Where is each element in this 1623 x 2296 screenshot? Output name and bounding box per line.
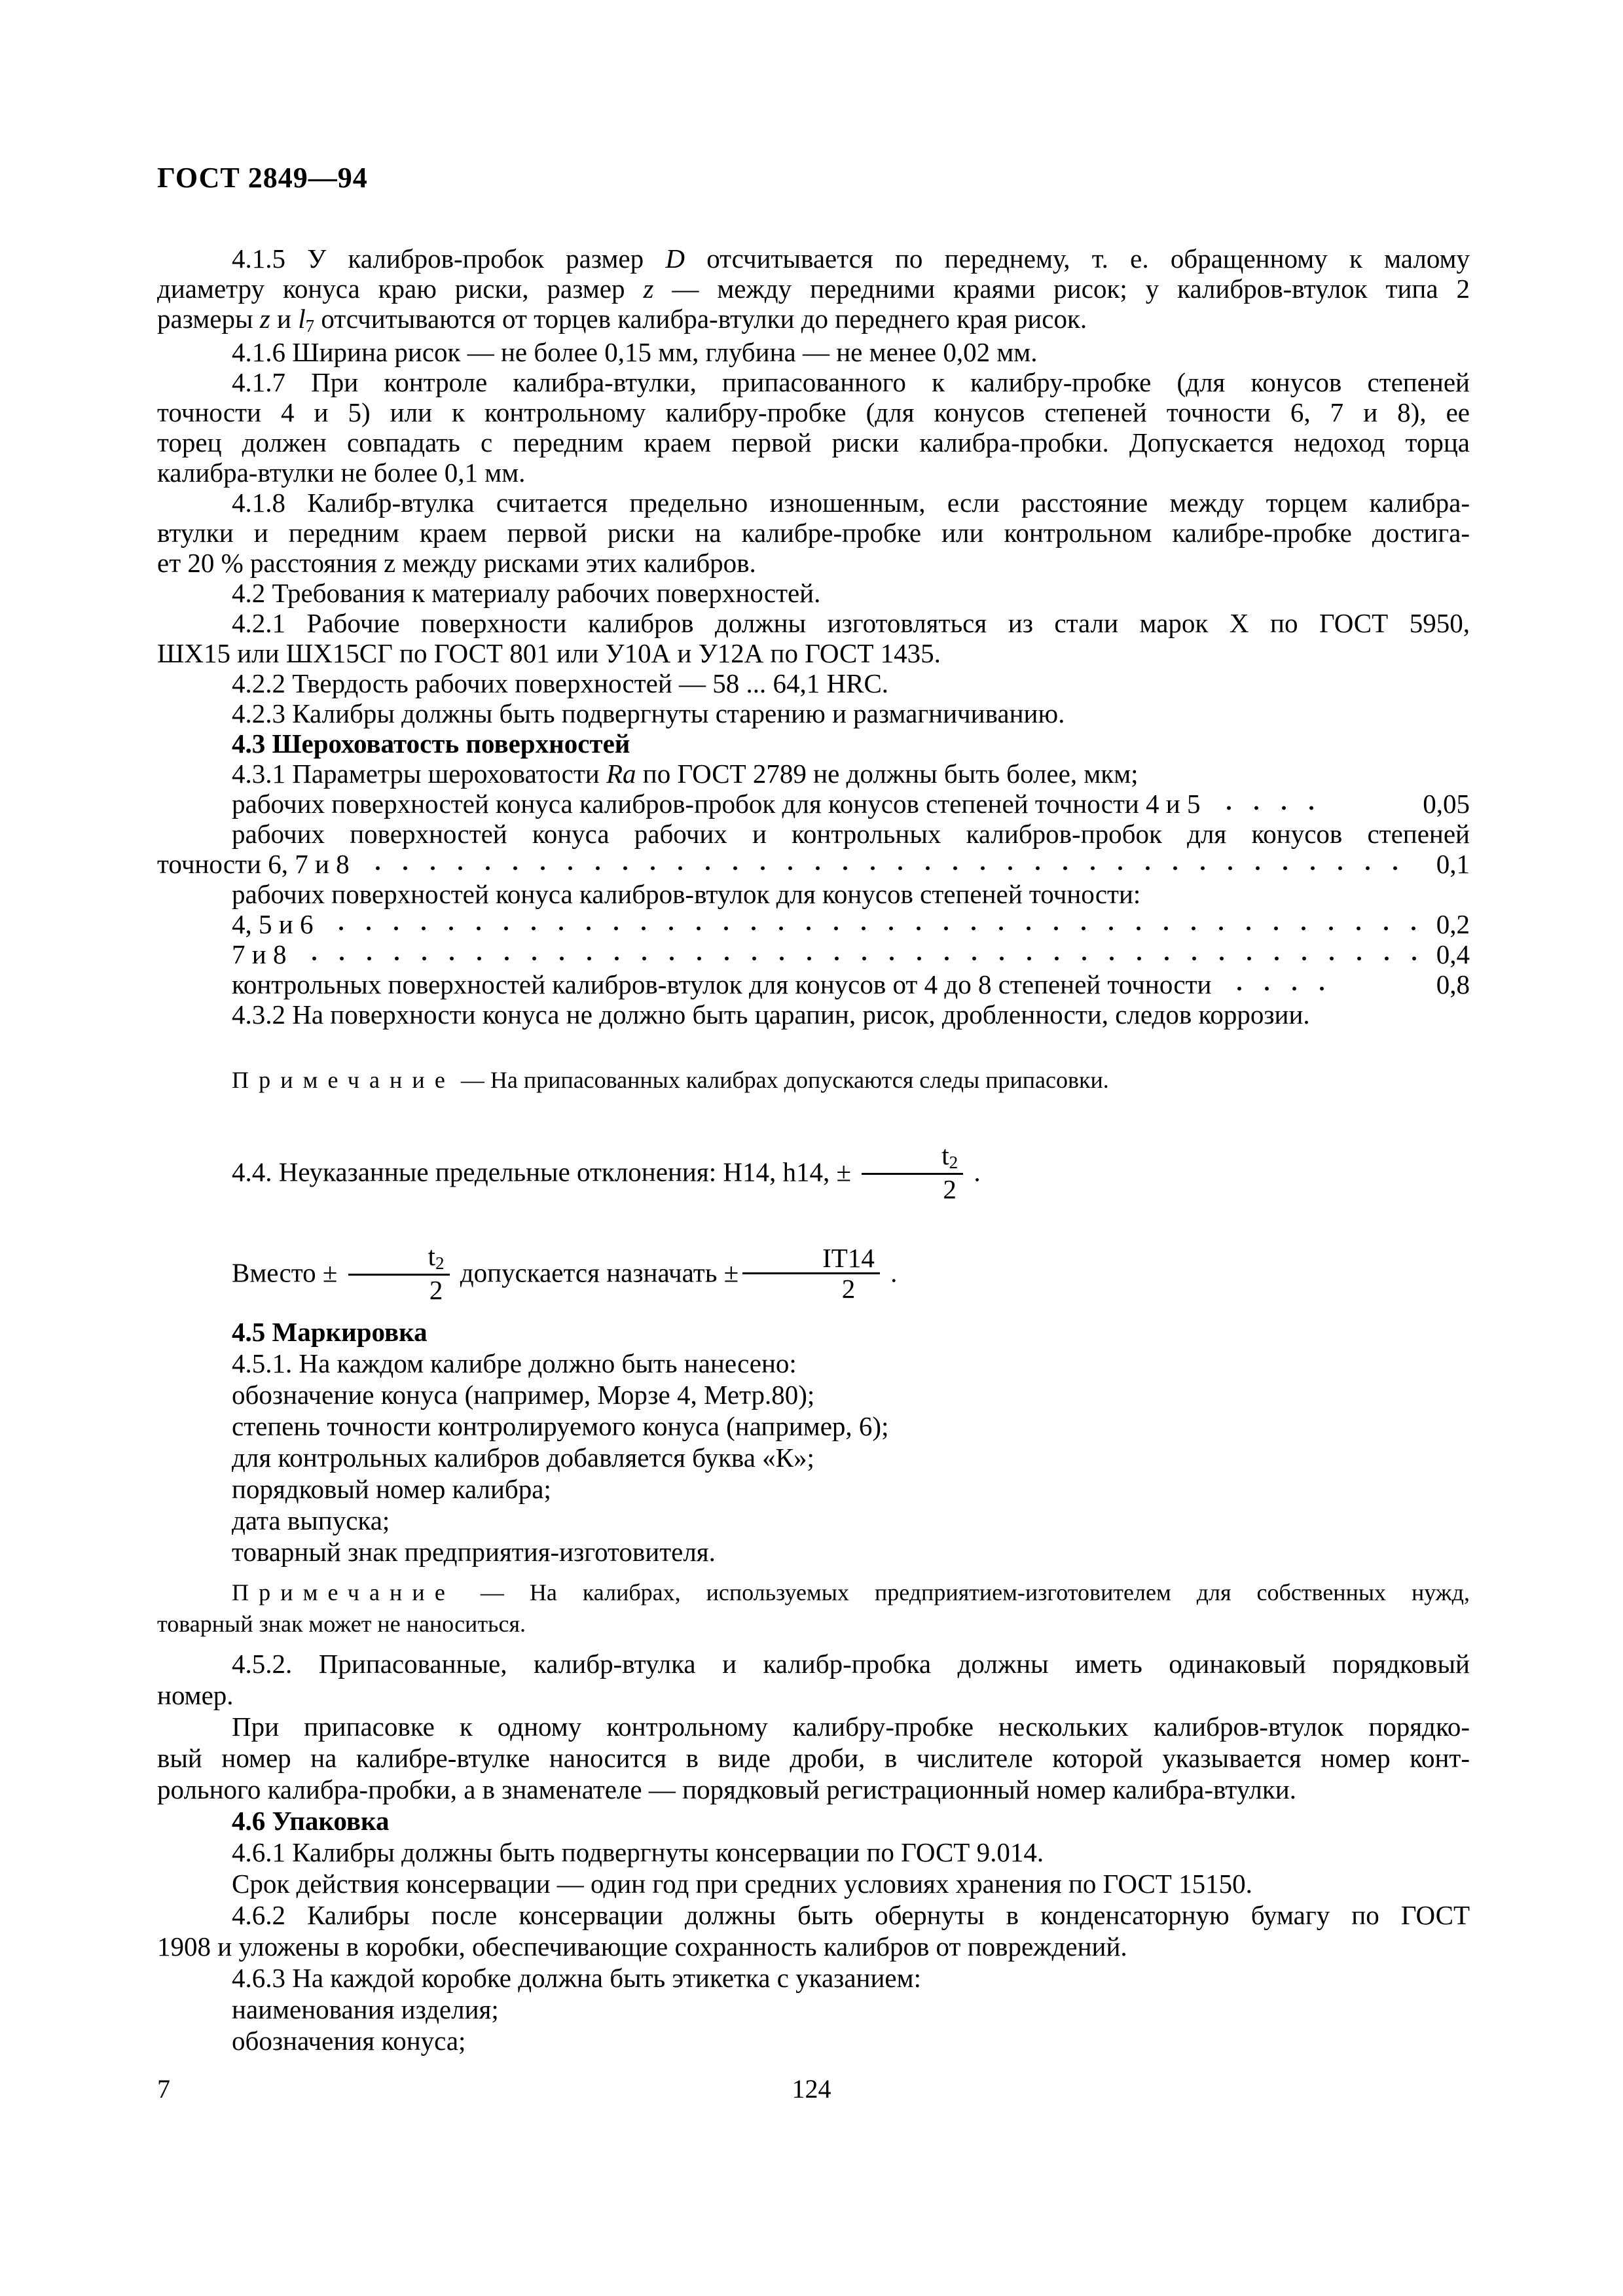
text-line	[157, 1837, 1470, 1868]
text-line	[157, 304, 1470, 337]
text-run: l	[298, 304, 306, 334]
text-run: обозначения конуса;	[232, 2026, 466, 2056]
text-run: и	[270, 304, 299, 334]
text-run: 4.3.2 На поверхности конуса не должно быть царапин, рисок, дробленности, следов коррозии.	[232, 999, 1310, 1030]
text-line	[157, 548, 1470, 578]
text-run: 4.2.2 Твердость рабочих поверхностей — 58 ... 64,1 HRC.	[232, 668, 889, 698]
dot-leader	[1226, 984, 1336, 993]
text-run: 2	[435, 1253, 445, 1274]
text-line	[157, 1994, 1470, 2025]
text-run: вый номер на калибре-втулке наносится в виде дроби, в числителе которой указывается номер конт-	[157, 1743, 1470, 1773]
text-run: 2	[943, 1174, 957, 1204]
text-run: торец должен совпадать с передним краем первой риски калибра-пробки. Допускается недоход торца	[157, 427, 1470, 457]
text-run: .	[883, 1257, 898, 1288]
page-number-center: 124	[792, 2074, 831, 2104]
text-run: 4.3 Шероховатость поверхностей	[232, 728, 630, 759]
text-run: товарный знак может не наноситься.	[157, 1611, 526, 1637]
text-line	[157, 2025, 1470, 2056]
document-body	[157, 243, 1470, 2056]
text-run: — На калибрах, используемых предприятием-изготовителем для собственных нужд,	[454, 1579, 1470, 1605]
fraction	[348, 1242, 450, 1304]
page-number-left: 7	[157, 2074, 170, 2104]
text-line	[157, 819, 1470, 849]
text-line	[157, 999, 1470, 1030]
fraction-numerator	[742, 1244, 880, 1272]
text-run: 2	[841, 1273, 856, 1304]
text-run: товарный знак предприятия-изготовителя.	[232, 1537, 716, 1567]
text-run: 4.1.8 Калибр-втулка считается предельно изношенным, если расстояние между торцем калибра-	[232, 488, 1470, 518]
section-heading	[157, 728, 1470, 759]
text-run: диаметру конуса краю риски, размер	[157, 274, 644, 304]
text-run: 4.6.3 На каждой коробке должна быть этикетка с указанием:	[232, 1963, 921, 1993]
text-run: 4.5.2. Припасованные, калибр-втулка и калибр-пробка должны иметь одинаковый порядковый	[232, 1649, 1470, 1679]
text-run: 1908 и уложены в коробки, обеспечивающие сохранность калибров от повреждений.	[157, 1931, 1127, 1962]
text-run: обозначение конуса (например, Морзе 4, Метр.80);	[232, 1380, 815, 1410]
text-run: порядковый номер калибра;	[232, 1474, 551, 1504]
text-run: рабочих поверхностей конуса калибров-втулок для конусов степеней точности:	[232, 879, 1141, 909]
dot-leader	[364, 864, 1417, 872]
text-run: для контрольных калибров добавляется буква «К»;	[232, 1443, 814, 1473]
text-run: Примечание	[232, 1067, 455, 1093]
text-run: 4.1.6 Ширина рисок — не более 0,15 мм, глубина — не менее 0,02 мм.	[232, 337, 1038, 367]
text-run: 4.2.1 Рабочие поверхности калибров должны изготовляться из стали марок Х по ГОСТ 5950,	[232, 608, 1470, 638]
note-line	[157, 1065, 1470, 1095]
text-run: t	[941, 1140, 949, 1170]
leader-text	[232, 789, 1201, 819]
text-run: — На припасованных калибрах допускаются следы припасовки.	[454, 1067, 1109, 1093]
text-line	[157, 1379, 1470, 1410]
leader-line	[157, 909, 1470, 939]
text-line	[157, 1679, 1470, 1711]
text-run: дата выпуска;	[232, 1505, 390, 1535]
text-line	[157, 578, 1470, 608]
dot-leader	[301, 954, 1416, 963]
text-line	[157, 1648, 1470, 1679]
dot-leader	[327, 924, 1416, 933]
text-run: Вместо ±	[232, 1257, 344, 1288]
text-run: 4.6.2 Калибры после консервации должны быть обернуты в конденсаторную бумагу по ГОСТ	[232, 1900, 1470, 1930]
text-line	[157, 1473, 1470, 1505]
text-line	[157, 397, 1470, 427]
text-run: по ГОСТ 2789 не должны быть более, мкм;	[636, 759, 1139, 789]
leader-value: 0,05	[1423, 789, 1470, 819]
text-run: 4.1.5 У калибров-пробок размер	[232, 243, 666, 274]
text-run: отсчитываются от торцев калибра-втулки до переднего края рисок.	[314, 304, 1087, 334]
leader-value: 0,4	[1436, 939, 1470, 969]
text-run: калибра-втулки не более 0,1 мм.	[157, 457, 526, 488]
text-run: контрольных поверхностей калибров-втулок для конусов от 4 до 8 степеней точности	[232, 969, 1212, 999]
text-line	[157, 1774, 1470, 1805]
text-run: 4.5 Маркировка	[232, 1317, 428, 1347]
text-line	[157, 1711, 1470, 1742]
text-run: t	[428, 1241, 435, 1271]
text-line	[157, 427, 1470, 457]
text-line	[157, 457, 1470, 488]
text-run: 4.2 Требования к материалу рабочих поверхностей.	[232, 578, 821, 608]
text-line	[157, 1962, 1470, 1994]
document-code: ГОСТ 2849—94	[157, 162, 368, 194]
text-line	[157, 1442, 1470, 1473]
leader-line	[157, 789, 1470, 819]
text-line	[157, 1868, 1470, 1899]
text-run: 4.3.1 Параметры шероховатости	[232, 759, 606, 789]
text-run: .	[967, 1157, 981, 1187]
text-run: Примечание	[232, 1579, 455, 1605]
text-line	[157, 638, 1470, 668]
text-line	[157, 1899, 1470, 1931]
leader-value: 0,8	[1436, 969, 1470, 999]
text-line	[157, 518, 1470, 548]
fraction	[742, 1244, 880, 1303]
text-run: втулки и передним краем первой риски на калибре-пробке или контрольном калибре-пробке достига-	[157, 518, 1470, 548]
text-run: ет 20 % расстояния z между рисками этих калибров.	[157, 548, 756, 578]
text-run: 4.6 Упаковка	[232, 1806, 390, 1836]
text-run: 4.5.1. На каждом калибре должно быть нанесено:	[232, 1348, 797, 1378]
fraction-numerator	[862, 1141, 963, 1173]
text-run: допускается назначать ±	[453, 1257, 739, 1288]
section-heading	[157, 1316, 1470, 1348]
text-run: размеры	[157, 304, 260, 334]
text-run: ШХ15 или ШХ15СГ по ГОСТ 801 или У10А и У12А по ГОСТ 1435.	[157, 638, 941, 668]
text-run: — между передними краями рисок; у калибров-втулок типа 2	[653, 274, 1470, 304]
text-run: рольного калибра-пробки, а в знаменателе — порядковый регистрационный номер калибра-втулки.	[157, 1774, 1296, 1804]
fraction-denominator	[348, 1274, 450, 1304]
text-run: Срок действия консервации — один год при средних условиях хранения по ГОСТ 15150.	[232, 1869, 1252, 1899]
text-line	[157, 608, 1470, 638]
fraction-denominator	[742, 1272, 880, 1303]
text-line	[157, 1348, 1470, 1379]
text-run: точности 4 и 5) или к контрольному калибру-пробке (для конусов степеней точности 6, 7 и 8), ее	[157, 397, 1470, 427]
text-run: рабочих поверхностей конуса рабочих и контрольных калибров-пробок для конусов степеней	[232, 819, 1470, 849]
text-line	[157, 274, 1470, 304]
text-line	[157, 1410, 1470, 1442]
leader-line	[157, 969, 1470, 999]
leader-value: 0,2	[1436, 909, 1470, 939]
leader-value: 0,1	[1436, 849, 1470, 879]
text-line	[157, 1536, 1470, 1568]
text-line	[157, 879, 1470, 909]
text-run: 4, 5 и 6	[232, 909, 314, 939]
text-run: Ra	[606, 759, 636, 789]
text-run: При припасовке к одному контрольному калибру-пробке нескольких калибров-втулок порядко-	[232, 1712, 1470, 1742]
text-run: z	[259, 304, 270, 334]
text-run: 2	[949, 1153, 958, 1173]
note-line	[157, 1577, 1470, 1608]
text-run: 7 и 8	[232, 939, 287, 969]
leader-text	[157, 849, 350, 879]
text-run: степень точности контролируемого конуса (например, 6);	[232, 1411, 889, 1441]
text-line	[157, 759, 1470, 789]
text-run: IT14	[822, 1242, 875, 1273]
text-run: наименования изделия;	[232, 1994, 499, 2024]
text-run: 4.6.1 Калибры должны быть подвергнуты консервации по ГОСТ 9.014.	[232, 1837, 1044, 1867]
text-run: 7	[305, 316, 315, 336]
text-line	[157, 337, 1470, 367]
fraction-numerator	[348, 1242, 450, 1274]
leader-line	[157, 849, 1470, 879]
text-line	[157, 488, 1470, 518]
text-run: 4.1.7 При контроле калибра-втулки, припасованного к калибру-пробке (для конусов степеней	[232, 367, 1470, 397]
text-line	[157, 1931, 1470, 1962]
text-run: 4.4. Неуказанные предельные отклонения: Н14, h14, ±	[232, 1157, 858, 1187]
text-run: D	[665, 243, 685, 274]
text-line	[157, 698, 1470, 728]
text-line	[157, 367, 1470, 397]
fraction	[862, 1141, 963, 1204]
formula-line	[157, 1242, 1470, 1310]
text-line	[157, 668, 1470, 698]
text-line	[157, 1505, 1470, 1536]
text-run: рабочих поверхностей конуса калибров-пробок для конусов степеней точности 4 и 5	[232, 789, 1201, 819]
text-run: z	[643, 274, 654, 304]
leader-text	[232, 939, 286, 969]
text-line	[157, 1742, 1470, 1774]
dot-leader	[1215, 804, 1325, 812]
text-run: точности 6, 7 и 8	[157, 849, 350, 879]
text-run: 2	[429, 1275, 443, 1305]
fraction-denominator	[862, 1173, 963, 1204]
leader-text	[232, 969, 1211, 999]
section-heading	[157, 1805, 1470, 1837]
leader-text	[232, 909, 313, 939]
text-run: 4.2.3 Калибры должны быть подвергнуты старению и размагничиванию.	[232, 698, 1065, 728]
text-run: номер.	[157, 1680, 234, 1710]
text-line	[157, 243, 1470, 274]
note-line	[157, 1608, 1470, 1640]
leader-line	[157, 939, 1470, 969]
formula-line	[157, 1141, 1470, 1209]
text-run: отсчитывается по переднему, т. е. обращенному к малому	[684, 243, 1470, 274]
